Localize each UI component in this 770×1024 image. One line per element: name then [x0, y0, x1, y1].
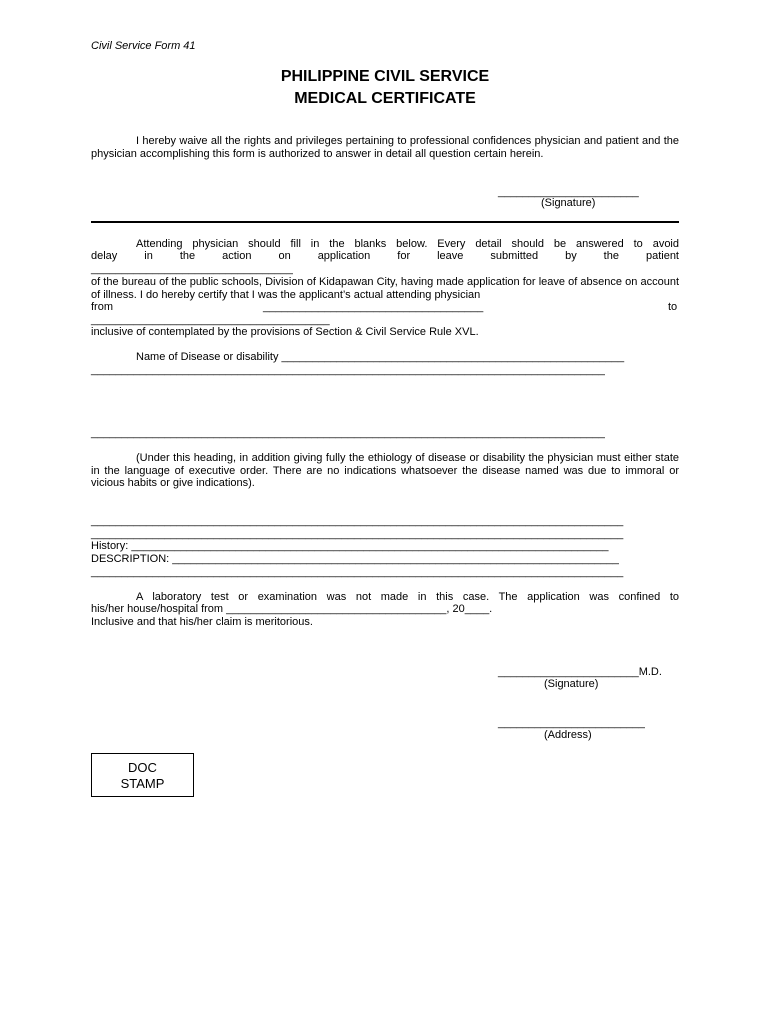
disease-label: Name of Disease or disability ________________________________________________________ — [136, 351, 625, 363]
doc-stamp-line-1: DOC — [128, 760, 157, 775]
description-field: DESCRIPTION: _________________________________________________________________________ — [91, 553, 619, 565]
doc-stamp-box — [91, 753, 194, 797]
blank-line-c: _______________________________________________________________________________________ — [91, 566, 624, 578]
blank-line-a: _______________________________________________________________________________________ — [91, 515, 624, 527]
title-line-2: MEDICAL CERTIFICATE — [294, 90, 476, 107]
from-blank: ____________________________________ — [263, 301, 484, 313]
md-signature-line: _______________________M.D. — [498, 666, 662, 678]
form-number: Civil Service Form 41 — [91, 40, 196, 52]
inclusive-text: inclusive of contemplated by the provisions of Section & Civil Service Rule XVL. — [91, 326, 479, 338]
to-blank: _______________________________________ — [91, 314, 330, 326]
doc-stamp-line-2: STAMP — [120, 776, 165, 791]
heading-note-paragraph: (Under this heading, in addition giving fully the ethiology of disease or disability the physician must either state in the language of executive order. There are no indications whatsoever the disease named was due to immoral or vicious habits or give indications). — [91, 452, 679, 489]
bureau-paragraph: of the bureau of the public schools, Division of Kidapawan City, having made application for leave of absence on account of illness. I do hereby certify that I was the applicant’s actual attending physician — [91, 276, 679, 301]
disease-line-2: ____________________________________________________________________________________ — [91, 364, 605, 376]
address-line: ________________________ — [498, 717, 645, 729]
disease-line-3: ____________________________________________________________________________________ — [91, 427, 605, 439]
lab-text-line-1: A laboratory test or examination was not made in this case. The application was confined to — [136, 591, 679, 603]
lab-text-line-2: his/her house/hospital from ____________________________________, 20____. — [91, 603, 493, 615]
physician-instructions-line-1: Attending physician should fill in the blanks below. Every detail should be answered to avoid — [136, 238, 679, 250]
patient-name-blank: _________________________________ — [91, 263, 293, 275]
md-signature-label: (Signature) — [544, 678, 599, 690]
blank-line-b: _______________________________________________________________________________________ — [91, 528, 624, 540]
lab-text-line-3: Inclusive and that his/her claim is meritorious. — [91, 616, 313, 628]
title-line-1: PHILIPPINE CIVIL SERVICE — [280, 68, 490, 85]
section-divider — [91, 221, 679, 223]
patient-signature-label: (Signature) — [541, 197, 596, 209]
patient-signature-line: _______________________ — [498, 186, 639, 198]
address-label: (Address) — [544, 729, 592, 741]
to-label: to — [668, 301, 678, 313]
waiver-paragraph: I hereby waive all the rights and privileges pertaining to professional confidences physician and patient and the physician accomplishing this form is authorized to answer in detail all question certain herein. — [91, 135, 679, 160]
physician-instructions-line-2: delay in the action on application for leave submitted by the patient — [91, 250, 679, 262]
history-field: History: ______________________________________________________________________________ — [91, 540, 609, 552]
from-label: from — [91, 301, 113, 313]
